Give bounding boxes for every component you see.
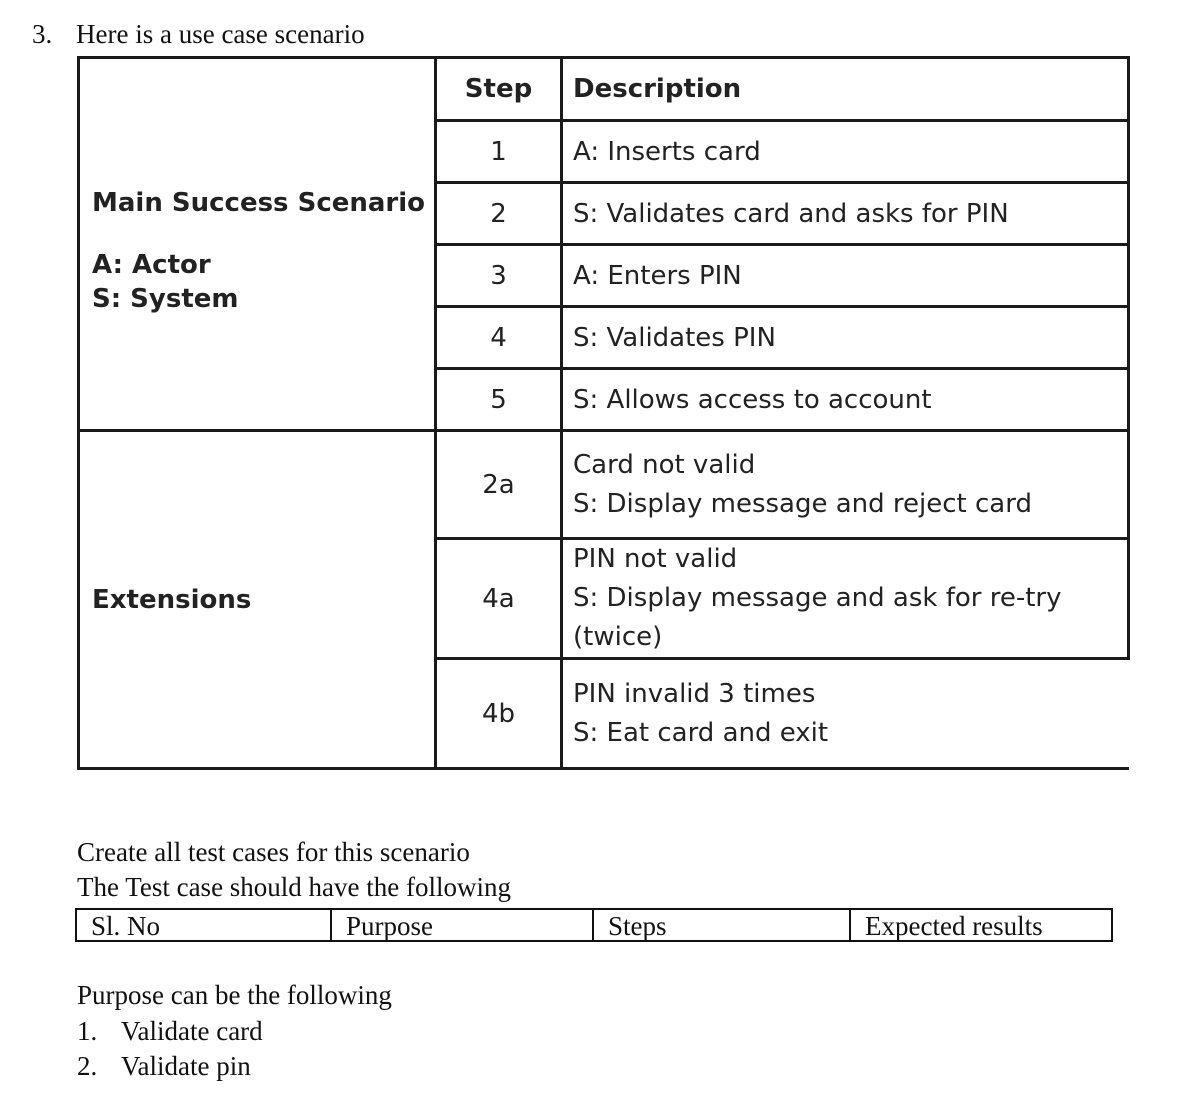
step-description bbox=[562, 539, 1129, 659]
list-number: 1. bbox=[77, 1016, 98, 1046]
step-description: S: Allows access to account bbox=[562, 369, 1129, 431]
step-column-header: Step bbox=[436, 58, 562, 121]
extensions-title: Extensions bbox=[92, 584, 252, 615]
step-description: S: Validates PIN bbox=[562, 307, 1129, 369]
actor-legend: A: Actor bbox=[92, 249, 211, 280]
header-blank-cell bbox=[79, 58, 436, 121]
step-number: 2a bbox=[436, 431, 562, 539]
step-description: A: Inserts card bbox=[562, 121, 1129, 183]
system-legend: S: System bbox=[92, 283, 239, 314]
step-number: 4a bbox=[436, 539, 562, 659]
step-number: 1 bbox=[436, 121, 562, 183]
step-description bbox=[562, 659, 1129, 769]
table-row bbox=[79, 121, 1129, 183]
extension-condition: Card not valid bbox=[573, 449, 756, 480]
expected-results-column: Expected results bbox=[865, 911, 1043, 941]
purpose-column: Purpose bbox=[332, 910, 594, 940]
question-text: Here is a use case scenario bbox=[76, 19, 365, 49]
extension-action: S: Display message and reject card bbox=[573, 488, 1032, 519]
step-description: S: Validates card and asks for PIN bbox=[562, 183, 1129, 245]
question-heading bbox=[32, 19, 365, 50]
list-number: 2. bbox=[77, 1051, 98, 1081]
extension-condition: PIN invalid 3 times bbox=[573, 678, 816, 709]
main-scenario-label-cell bbox=[79, 121, 436, 431]
use-case-table bbox=[77, 56, 1130, 770]
test-case-columns-table bbox=[75, 908, 1113, 942]
step-number: 5 bbox=[436, 369, 562, 431]
steps-column: Steps bbox=[594, 910, 851, 940]
extension-condition: PIN not valid bbox=[573, 544, 738, 574]
create-instruction: Create all test cases for this scenario bbox=[77, 837, 470, 867]
table-row bbox=[79, 431, 1129, 539]
list-item bbox=[77, 1016, 263, 1047]
list-item bbox=[77, 1051, 251, 1082]
step-number: 4b bbox=[436, 659, 562, 769]
step-description bbox=[562, 431, 1129, 539]
step-number: 2 bbox=[436, 183, 562, 245]
extension-action: S: Display message and ask for re-try (twice) bbox=[573, 583, 1062, 652]
step-number: 3 bbox=[436, 245, 562, 307]
extension-action: S: Eat card and exit bbox=[573, 717, 829, 748]
sl-no-column: Sl. No bbox=[77, 910, 332, 940]
purpose-intro: Purpose can be the following bbox=[77, 980, 392, 1010]
step-description: A: Enters PIN bbox=[562, 245, 1129, 307]
should-have-instruction: The Test case should have the following bbox=[77, 872, 512, 902]
table-header-row bbox=[79, 58, 1129, 121]
main-scenario-title: Main Success Scenario bbox=[92, 187, 426, 218]
list-text: Validate card bbox=[121, 1016, 263, 1046]
step-number: 4 bbox=[436, 307, 562, 369]
extensions-label-cell bbox=[79, 431, 436, 769]
list-text: Validate pin bbox=[121, 1051, 251, 1081]
description-column-header: Description bbox=[562, 58, 1129, 121]
question-number: 3. bbox=[32, 19, 53, 49]
